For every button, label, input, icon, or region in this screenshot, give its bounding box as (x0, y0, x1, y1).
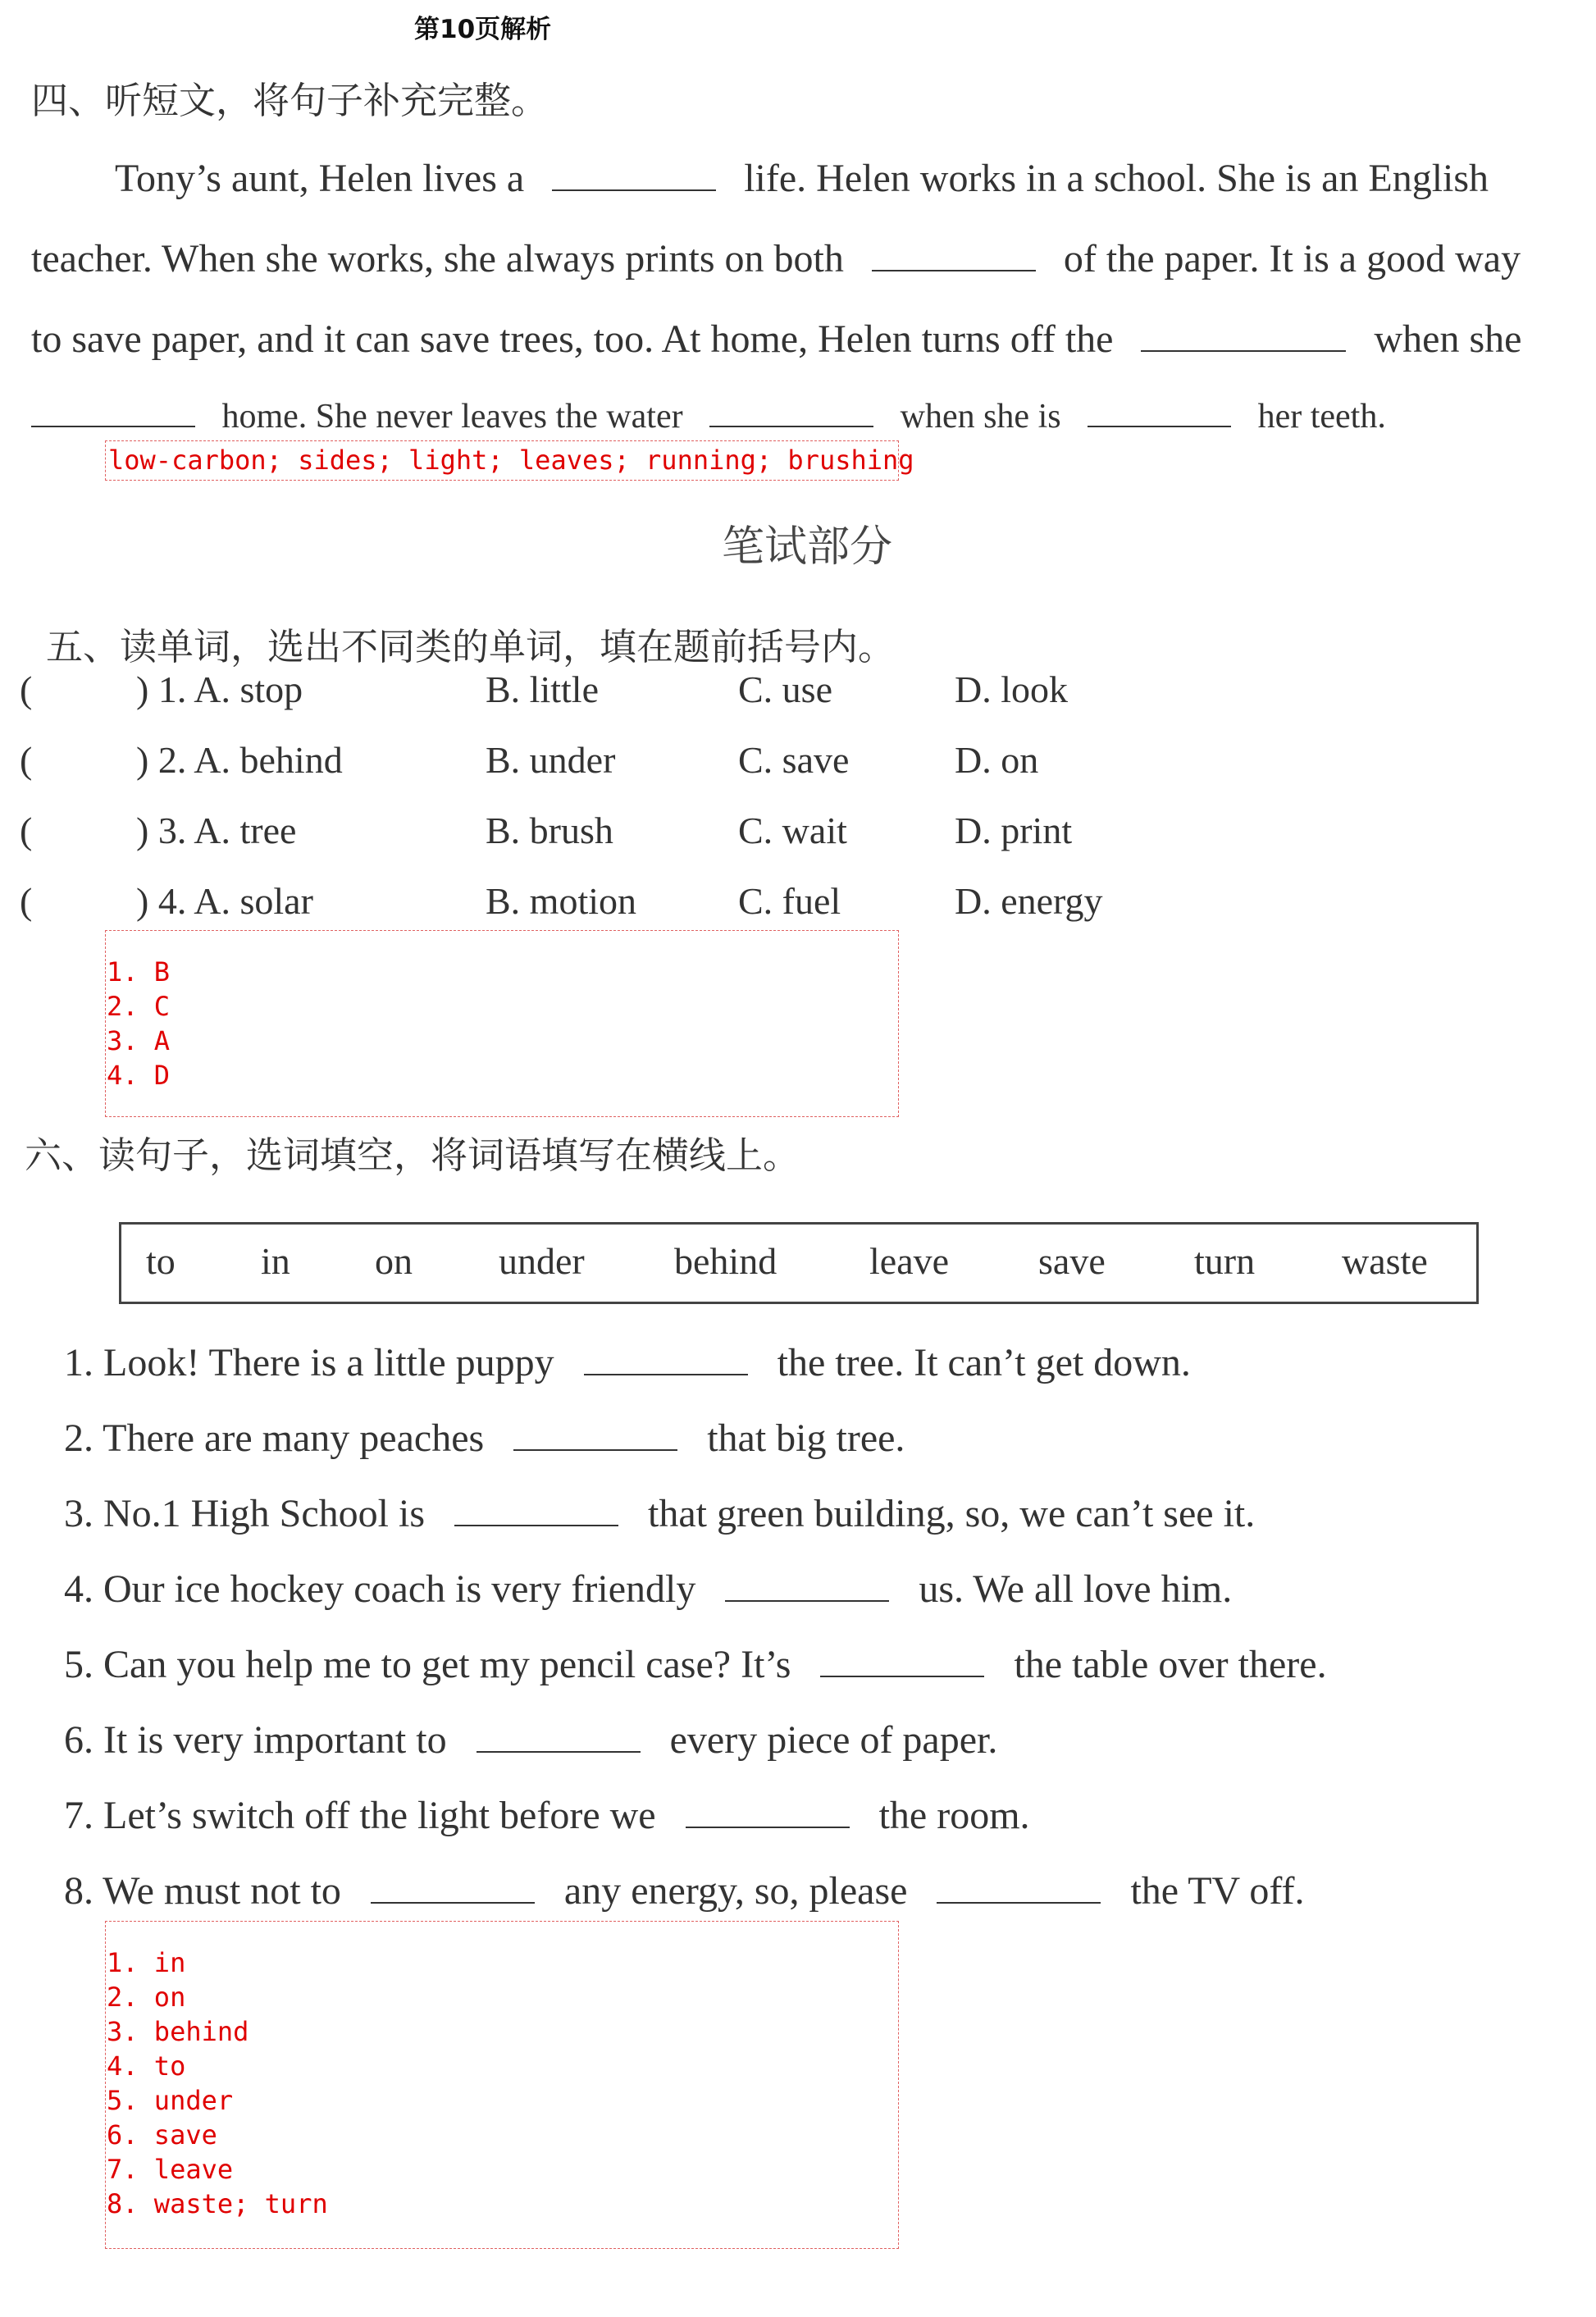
sentence: 6. It is very important to every piece of paper. (64, 1718, 998, 1762)
section5-heading: 五、读单词，选出不同类的单词，填在题前括号内。 (46, 625, 896, 668)
blank (1088, 425, 1231, 427)
written-part-heading: 笔试部分 (722, 522, 893, 572)
answer-line: 7. leave (107, 2154, 234, 2185)
answer-line: 8. waste; turn (107, 2188, 328, 2219)
blank (513, 1448, 677, 1451)
blank (709, 425, 873, 427)
sentence: 1. Look! There is a little puppy the tree. It can’t get down. (64, 1341, 1191, 1384)
section4-line-2: teacher. When she works, she always prints on both of the paper. It is a good way (31, 237, 1521, 281)
sentence: 8. We must not to any energy, so, please the TV off. (64, 1869, 1305, 1913)
answer-line: 2. C (107, 991, 171, 1022)
blank (477, 1750, 641, 1753)
blank (371, 1901, 535, 1904)
page-title: 第10页解析 (414, 15, 552, 44)
word-bank-word: under (499, 1240, 585, 1282)
word-bank-word: leave (869, 1240, 950, 1282)
answer-line: 5. under (107, 2085, 234, 2116)
answer-line: 1. B (107, 956, 171, 987)
word-bank-word: save (1038, 1240, 1106, 1282)
answer-line: 6. save (107, 2119, 217, 2151)
section4-heading: 四、听短文，将句子补充完整。 (31, 79, 549, 122)
sentence: 5. Can you help me to get my pencil case? It’s the table over there. (64, 1643, 1327, 1686)
section6-heading: 六、读句子，选词填空，将词语填写在横线上。 (25, 1133, 800, 1177)
sentence: 4. Our ice hockey coach is very friendly us. We all love him. (64, 1567, 1233, 1611)
blank (31, 425, 195, 427)
blank (454, 1524, 618, 1526)
blank (872, 269, 1036, 271)
section4-line-3: to save paper, and it can save trees, too. At home, Helen turns off the when she (31, 317, 1522, 361)
answer-line: 2. on (107, 1982, 186, 2013)
answer-line: 1. in (107, 1947, 186, 1978)
answer-line: 4. to (107, 2050, 186, 2082)
section4-answer: low-carbon; sides; light; leaves; running; brushing (108, 445, 914, 476)
word-bank-word: behind (674, 1240, 777, 1282)
sentence: 2. There are many peaches that big tree. (64, 1416, 905, 1460)
blank (552, 189, 716, 191)
word-bank-word: to (146, 1240, 176, 1282)
sentence: 7. Let’s switch off the light before we the room. (64, 1794, 1030, 1837)
answer-line: 4. D (107, 1060, 171, 1091)
sentence: 3. No.1 High School is that green building, so, we can’t see it. (64, 1492, 1256, 1535)
blank (820, 1675, 984, 1677)
answer-line: 3. A (107, 1025, 171, 1056)
blank (725, 1599, 889, 1602)
word-bank (119, 1222, 1479, 1304)
section4-line-4: home. She never leaves the water when she is her teeth. (31, 397, 1386, 436)
blank (1141, 349, 1346, 352)
word-bank-word: waste (1342, 1240, 1428, 1282)
word-bank-word: turn (1194, 1240, 1256, 1282)
blank (584, 1373, 748, 1375)
blank (937, 1901, 1101, 1904)
word-bank-word: on (375, 1240, 413, 1282)
section4-line-1: Tony’s aunt, Helen lives a life. Helen works in a school. She is an English (115, 157, 1489, 200)
section5-answer-box (105, 930, 899, 1117)
word-bank-word: in (261, 1240, 290, 1282)
answer-line: 3. behind (107, 2016, 249, 2047)
blank (686, 1826, 850, 1828)
